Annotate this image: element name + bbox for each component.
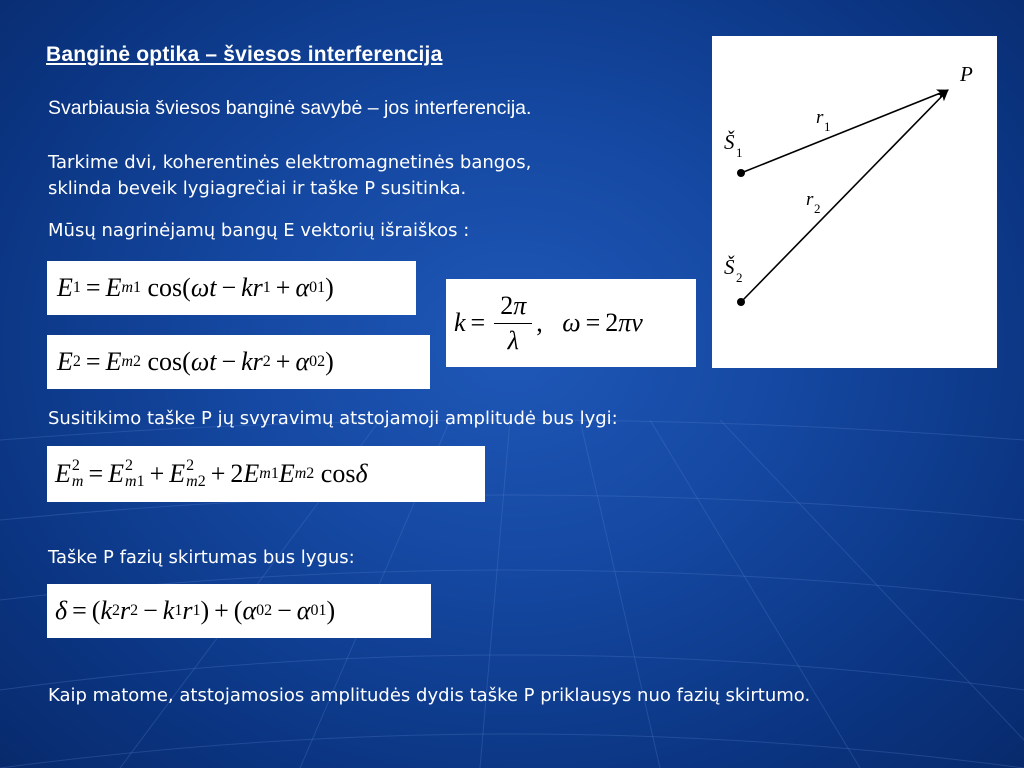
ray-1-index: 1 xyxy=(824,119,831,134)
paragraph-amplitude: Susitikimo taške P jų svyravimų atstojamoji amplitudė bus lygi: xyxy=(48,408,618,429)
ray-2-index: 2 xyxy=(814,201,821,216)
equation-e2: E 2 = E m2 cos( ωt − kr 2 + α 02 ) xyxy=(47,335,430,389)
source-2-index: 2 xyxy=(736,270,743,285)
fraction-2pi-lambda: $\frac{2\pi}{\lambda}$ xyxy=(494,291,532,356)
ray-2-label: r xyxy=(806,189,814,210)
point-p-label: P xyxy=(960,62,973,86)
source-1-label: Š xyxy=(724,130,735,154)
source-1-index: 1 xyxy=(736,145,743,160)
equation-phase: δ = ( k 2 r 2 − k 1 r 1 ) + ( α 02 − α 01 ) xyxy=(47,584,431,638)
equation-amplitude: E 2 m = E 2 m1 + E 2 m2 + 2 E m1 E m2 cos δ xyxy=(47,446,485,502)
paragraph-waves xyxy=(48,150,531,202)
paragraph-vectors: Mūsų nagrinėjamų bangų E vektorių išraiškos : xyxy=(48,220,470,241)
paragraph-waves-line1: Tarkime dvi, koherentinės elektromagnetinės bangos, xyxy=(48,152,532,173)
ray-1-label: r xyxy=(816,107,824,128)
paragraph-conclusion: Kaip matome, atstojamosios amplitudės dydis taške P priklausys nuo fazių skirtumo. xyxy=(48,685,811,706)
paragraph-phase: Taške P fazių skirtumas bus lygus: xyxy=(48,547,355,568)
interference-diagram xyxy=(712,36,997,368)
paragraph-intro: Svarbiausia šviesos banginė savybė – jos interferencija. xyxy=(48,97,532,119)
equation-e1: E 1 = E m1 cos( ωt − kr 1 + α 01 ) xyxy=(47,261,416,315)
ray-r2 xyxy=(741,90,948,302)
source-2-label: Š xyxy=(724,255,735,279)
source-2-dot xyxy=(737,298,745,306)
source-1-dot xyxy=(737,169,745,177)
equation-k-omega: k = $\frac{2\pi}{\lambda}$ , ω = 2 πν xyxy=(446,279,696,367)
ray-r1 xyxy=(741,90,948,173)
slide-title: Banginė optika – šviesos interferencija xyxy=(46,43,443,66)
diagram-svg xyxy=(712,36,997,368)
paragraph-waves-line2: sklinda beveik lygiagrečiai ir taške P susitinka. xyxy=(48,178,467,199)
